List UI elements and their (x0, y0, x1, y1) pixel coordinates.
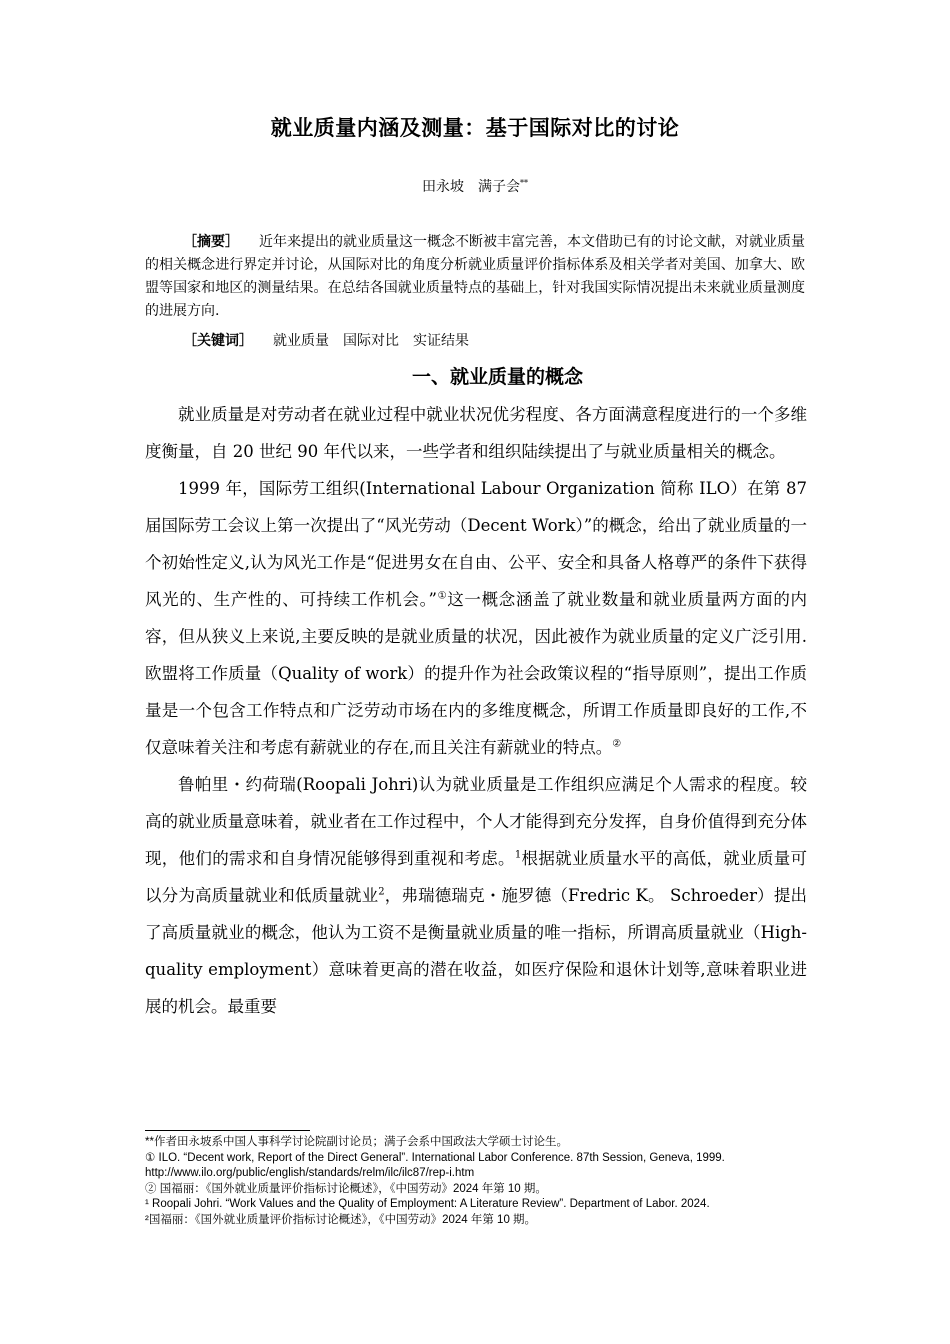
footnote: ① ILO. “Decent work, Report of the Direct General”. International Labor Conference. 87th Session, Geneva, 1999. http://www.ilo.org/public/english/standards/relm/ilc/ilc87/rep-i.htm (145, 1151, 725, 1179)
footnote-ref[interactable]: 2 (378, 886, 385, 898)
footnote-ref[interactable]: ① (436, 590, 448, 602)
footnote: ② 国福丽：《国外就业质量评价指标讨论概述》，《中国劳动》2024 年第 10 期。 (145, 1182, 547, 1195)
body-text (145, 396, 807, 1025)
author-names: 田永坡 满子会 (422, 179, 520, 195)
keywords-label: ［关键词］ (183, 333, 253, 349)
keywords-block (145, 331, 805, 351)
author-footnote-mark: ** (520, 178, 528, 188)
paragraph-text: ，弗瑞德瑞克・施罗德（Fredric K。 Schroeder）提出了高质量就业的概念，他认为工资不是衡量就业质量的唯一指标，所谓高质量就业（High-quality employment）意味着更高的潜在收益，如医疗保险和退休计划等,意味着职业进展的机会。最重要 (145, 886, 807, 1016)
author-line (0, 176, 950, 196)
abstract-text: 近年来提出的就业质量这一概念不断被丰富完善，本文借助已有的讨论文献，对就业质量的相关概念进行界定并讨论，从国际对比的角度分析就业质量评价指标体系及相关学者对美国、加拿大、欧盟等国家和地区的测量结果。在总结各国就业质量特点的基础上，针对我国实际情况提出未来就业质量测度的进展方向. (145, 234, 805, 319)
footnote-divider (145, 1130, 310, 1131)
abstract-block (145, 231, 805, 323)
section-heading: 一、就业质量的概念 (411, 366, 583, 388)
paper-title: 就业质量内涵及测量：基于国际对比的讨论 (270, 116, 680, 140)
footnotes (145, 1135, 815, 1228)
paragraph (145, 766, 807, 1025)
footnote-ref[interactable]: ② (612, 738, 622, 750)
footnote-ref[interactable]: 1 (514, 849, 522, 861)
paragraph-text: 这一概念涵盖了就业数量和就业质量两方面的内容，但从狭义上来说,主要反映的是就业质量的状况，因此被作为就业质量的定义广泛引用.欧盟将工作质量（Quality of work）的提升作为社会政策议程的“指导原则”，提出工作质量是一个包含工作特点和广泛劳动市场在内的多维度概念，所谓工作质量即良好的工作,不仅意味着关注和考虑有薪就业的存在,而且关注有薪就业的特点。 (145, 590, 808, 757)
paragraph-text: 鲁帕里・约荷瑞(Roopali Johri)认为就业质量是工作组织应满足个人需求的程度。较高的就业质量意味着，就业者在工作过程中，个人才能得到充分发挥，自身价值得到充分体现，他们的需求和自身情况能够得到重视和考虑。 (145, 775, 807, 868)
keyword-item: 实证结果 (413, 333, 469, 349)
keyword-item: 国际对比 (343, 333, 399, 349)
footnote: ²国福丽：《国外就业质量评价指标讨论概述》，《中国劳动》2024 年第 10 期。 (145, 1213, 537, 1226)
paragraph-text: 1999 年，国际劳工组织(International Labour Organization 简称 ILO）在第 87 届国际劳工会议上第一次提出了“风光劳动（Decent Work）”的概念，给出了就业质量的一个初始性定义,认为风光工作是“促进男女在自由、公平、安全和具备人格尊严的条件下获得风光的、生产性的、可持续工作机会。” (145, 479, 807, 609)
abstract-label: ［摘要］ (183, 234, 239, 250)
footnote: **作者田永坡系中国人事科学讨论院副讨论员；满子会系中国政法大学硕士讨论生。 (145, 1136, 568, 1148)
paragraph: 就业质量是对劳动者在就业过程中就业状况优劣程度、各方面满意程度进行的一个多维度衡量，自 20 世纪 90 年代以来，一些学者和组织陆续提出了与就业质量相关的概念。 (145, 405, 807, 461)
paragraph-text: 根据就业质量水平的高低，就业质量可以分为高质量就业和低质量就业 (145, 849, 808, 905)
paragraph (145, 470, 807, 766)
keyword-item: 就业质量 (273, 333, 329, 349)
footnote: ¹ Roopali Johri. “Work Values and the Quality of Employment: A Literature Review”. Department of Labor. 2024. (145, 1198, 710, 1210)
